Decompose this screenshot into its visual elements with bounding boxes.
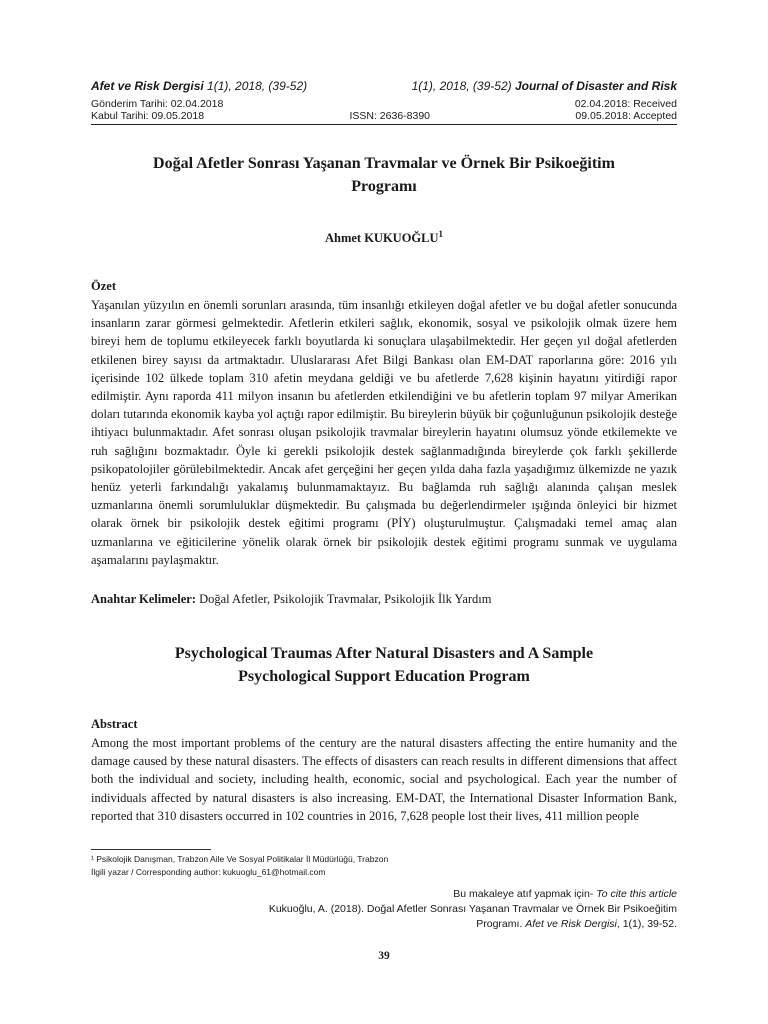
title-tr-line1: Doğal Afetler Sonrası Yaşanan Travmalar ve Örnek Bir Psikoeğitim (153, 155, 615, 172)
abstract-heading: Abstract (91, 717, 138, 731)
citation-line2-tail: , 1(1), 39-52. (616, 917, 677, 930)
title-tr-line2: Programı (351, 178, 417, 195)
footnote-divider (91, 849, 211, 850)
citation-line1: Kukuoğlu, A. (2018). Doğal Afetler Sonrası Yaşanan Travmalar ve Örnek Bir Psikoeğitim (268, 903, 677, 915)
author-footnote-mark: 1 (438, 229, 444, 239)
author-name: Ahmet KUKUOĞLU (324, 231, 439, 246)
citation-text (217, 902, 677, 931)
accepted-dates (91, 110, 677, 122)
citation-journal: Afet ve Risk Dergisi (525, 917, 617, 930)
issue-info-left: 1(1), 2018, (39-52) (203, 79, 308, 93)
accepted-date-en: 09.05.2018: Accepted (575, 110, 677, 122)
journal-name-tr: Afet ve Risk Dergisi (91, 79, 204, 93)
received-dates (91, 98, 677, 110)
article-title-tr (91, 152, 677, 198)
header-left (91, 79, 307, 93)
header-right (412, 79, 677, 93)
ozet-paragraph: Yaşanılan yüzyılın en önemli sorunları arasında, tüm insanlığı etkileyen doğal afetler ve bu doğal afetler sonucunda insanların zarar görmesi gelmektedir. Afetlerin etkileri sağlık, ekonomik, sosyal ve psikolojik olmak üzere hem bireyi hem de toplumu etkileyecek farklı boyutlarda ki sonuçlara ulaşabilmektedir. Her geçen yıl doğal afetlerden etkilenen birey sayısı da artmaktadır. Uluslararası Afet Bilgi Bankası olan EM-DAT raporlarına göre: 2016 yılı içerisinde 102 ülkede toplam 310 afetin meydana geldiği ve bu afetlerde 7,628 kişinin hayatını yitirdiği rapor edilmiştir. Aynı raporda 411 milyon insanın bu afetlerden etkilendiğini ve bu afetlerin toplam 97 milyar Amerikan doları tutarında ekonomik kayba yol açtığı rapor edilmiştir. Bu bireylerin büyük bir çoğunluğunun psikolojik desteğe ihtiyacı bulunmaktadır. Afet sonrası oluşan psikolojik travmalar bireylerin hayatını olumsuz yönde etkilemekte ve ruh sağlığını bozmaktadır. Öyle ki gerekli psikolojik destek sağlanmadığında bireylerde çok farklı şekillerde psikopatolojiler görülebilmektedir. Ancak afet gerçeğini her geçen yılda daha fazla yaşadığımız ülkemizde ne yazık henüz yeterli farkındalığı yakalamış bulunmamaktayız. Bu bağlamda ruh sağlığı alanında çalışan meslek uzmanlarına önemli sorumluluklar düşmektedir. Bu çalışmada bu değerlendirmeler ışığında önleyici bir hizmet olarak örnek bir psikolojik destek eğitimi programı (PİY) oluşturulmuştur. Çalışmadaki temel amaç alan uzmanlarına ve eğiticilerine yönelik olarak örnek bir psikolojik destek eğitimi programı sunmak ve uygulama aşamalarını paylaşmaktır. (91, 298, 677, 567)
ozet-heading: Özet (91, 279, 116, 293)
keywords-line (91, 592, 677, 607)
abstract-paragraph: Among the most important problems of the century are the natural disasters affecting the entire humanity and the damage caused by these natural disasters. The effects of disasters can reach results in different dimensions that affect both the individual and society, including health, economic, social and psychological. Each year the number of individuals affected by natural disasters is also increasing. EM-DAT, the International Disaster Information Bank, reported that 310 disasters occurred in 102 countries in 2016, 7,628 people lost their lives, 411 million people (91, 736, 677, 823)
keywords-text: Doğal Afetler, Psikolojik Travmalar, Psikolojik İlk Yardım (195, 592, 492, 606)
author-line (91, 229, 677, 246)
running-header (91, 79, 677, 93)
citation-heading-tr: Bu makaleye atıf yapmak için- (453, 888, 597, 900)
submitted-date-tr: Gönderim Tarihi: 02.04.2018 (91, 98, 224, 110)
article-title-en (91, 642, 677, 688)
title-en-line1: Psychological Traumas After Natural Disasters and A Sample (174, 645, 594, 662)
accepted-date-tr: Kabul Tarihi: 09.05.2018 (91, 110, 205, 122)
header-divider (91, 124, 677, 125)
journal-name-en: Journal of Disaster and Risk (514, 79, 677, 93)
issue-info-right: 1(1), 2018, (39-52) (411, 79, 515, 93)
citation-heading-en: To cite this article (596, 888, 677, 900)
issn: ISSN: 2636-8390 (349, 110, 431, 122)
title-en-line2: Psychological Support Education Program (238, 668, 530, 685)
citation-line2-plain: Programı. (476, 917, 526, 930)
submitted-date-en: 02.04.2018: Received (574, 98, 677, 110)
keywords-label: Anahtar Kelimeler: (91, 592, 196, 606)
footnote-affiliation: ¹ Psikolojik Danışman, Trabzon Aile Ve Sosyal Politikalar İl Müdürlüğü, Trabzon (91, 854, 389, 864)
citation-line2 (217, 917, 677, 932)
page-number: 39 (378, 950, 390, 962)
footnote-corresponding-author: İlgili yazar / Corresponding author: kukuoglu_61@hotmail.com (91, 867, 326, 877)
citation-heading (453, 887, 677, 902)
